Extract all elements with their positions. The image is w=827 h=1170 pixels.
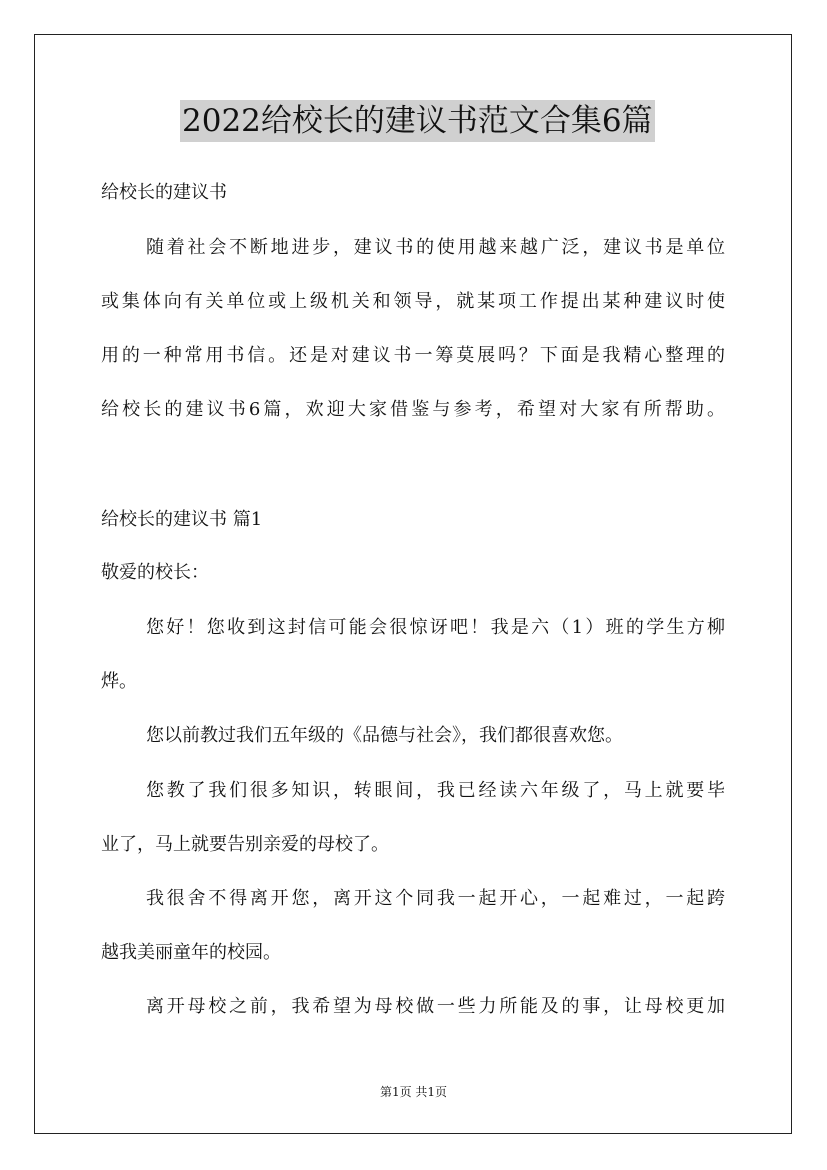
intro-line-1: 随着社会不断地进步，建议书的使用越来越广泛，建议书是单位 xyxy=(146,237,725,258)
intro-line-2: 或集体向有关单位或上级机关和领导，就某项工作提出某种建议时使 xyxy=(101,291,725,312)
intro-heading: 给校长的建议书 xyxy=(101,182,227,203)
letter-line-5: 业了，马上就要告别亲爱的母校了。 xyxy=(101,834,389,855)
section-heading: 给校长的建议书 篇1 xyxy=(101,509,263,530)
letter-line-7: 越我美丽童年的校园。 xyxy=(101,942,281,963)
page-footer: 第1页 共1页 xyxy=(379,1085,448,1099)
letter-line-3: 您以前教过我们五年级的《品德与社会》，我们都很喜欢您。 xyxy=(146,725,623,746)
salutation: 敬爱的校长： xyxy=(101,562,209,583)
letter-line-8: 离开母校之前，我希望为母校做一些力所能及的事，让母校更加 xyxy=(146,996,725,1017)
document-title: 2022给校长的建议书范文合集6篇 xyxy=(180,100,655,142)
intro-line-4: 给校长的建议书6篇，欢迎大家借鉴与参考，希望对大家有所帮助。 xyxy=(101,399,725,420)
intro-line-3: 用的一种常用书信。还是对建议书一筹莫展吗？下面是我精心整理的 xyxy=(101,345,725,366)
letter-line-1: 您好！您收到这封信可能会很惊讶吧！我是六（1）班的学生方柳 xyxy=(146,617,725,638)
letter-line-6: 我很舍不得离开您，离开这个同我一起开心，一起难过，一起跨 xyxy=(146,888,725,909)
letter-line-4: 您教了我们很多知识，转眼间，我已经读六年级了，马上就要毕 xyxy=(146,780,725,801)
letter-line-2: 烨。 xyxy=(101,671,137,692)
